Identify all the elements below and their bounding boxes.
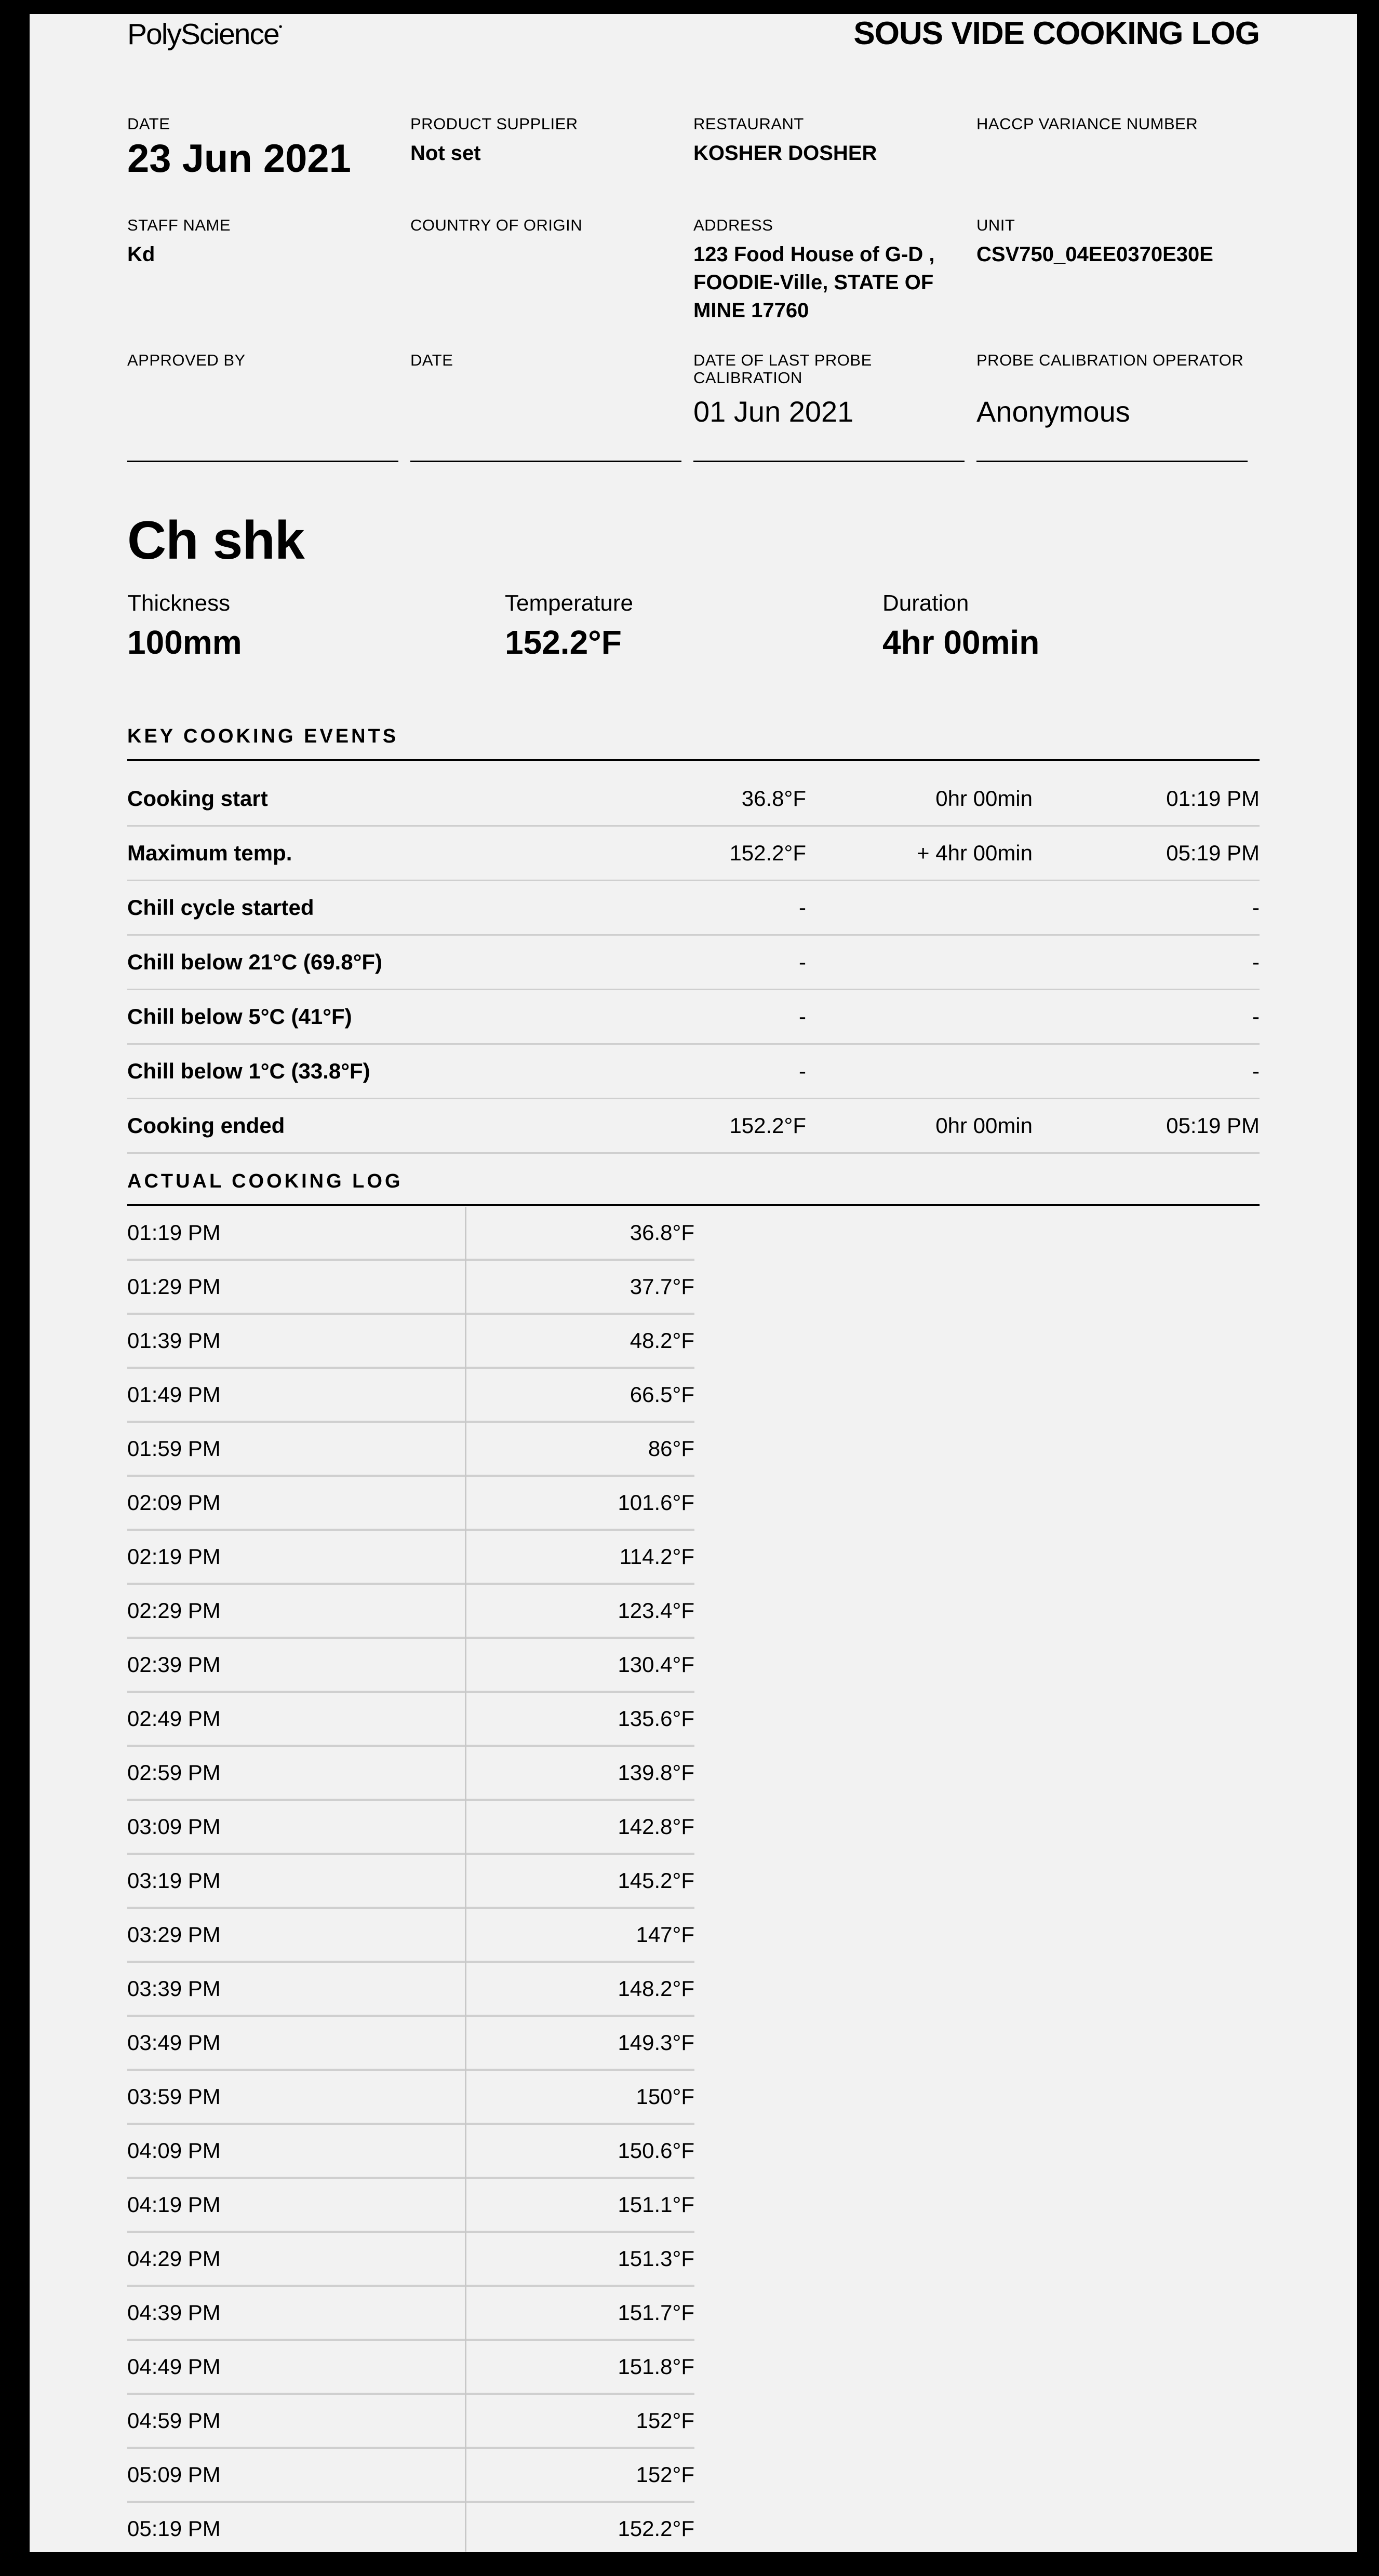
log-row <box>127 1477 694 1531</box>
event-name: Cooking start <box>127 786 268 811</box>
log-time: 03:09 PM <box>127 1814 221 1839</box>
event-time: 05:19 PM <box>1166 841 1260 865</box>
event-row <box>127 1099 1260 1154</box>
meta-unit <box>976 217 1247 268</box>
event-temperature: - <box>799 1004 806 1029</box>
event-name: Cooking ended <box>127 1113 285 1138</box>
log-row <box>127 2233 694 2287</box>
meta-calibration-operator-label: PROBE CALIBRATION OPERATOR <box>976 351 1244 369</box>
log-time: 04:09 PM <box>127 2138 221 2163</box>
log-time: 02:59 PM <box>127 1760 221 1785</box>
meta-address-label: ADDRESS <box>693 216 773 234</box>
log-row <box>127 2071 694 2125</box>
log-time: 04:29 PM <box>127 2246 221 2271</box>
log-temperature: 150.6°F <box>618 2138 694 2163</box>
log-time: 02:09 PM <box>127 1490 221 1515</box>
brand-logo <box>127 17 282 51</box>
meta-restaurant-value: KOSHER DOSHER <box>693 142 877 165</box>
log-row <box>127 1639 694 1693</box>
event-temperature: - <box>799 1059 806 1083</box>
log-row <box>127 1855 694 1909</box>
event-time: - <box>1252 895 1260 920</box>
log-time: 01:49 PM <box>127 1382 221 1407</box>
log-time: 04:59 PM <box>127 2408 221 2433</box>
event-name: Chill below 1°C (33.8°F) <box>127 1059 370 1083</box>
cooking-log-column-divider <box>465 1207 466 2552</box>
event-name: Chill cycle started <box>127 895 314 920</box>
param-duration-value: 4hr 00min <box>882 624 1040 661</box>
log-time: 03:19 PM <box>127 1868 221 1893</box>
meta-staff-label: STAFF NAME <box>127 216 231 234</box>
meta-calibration-date-value: 01 Jun 2021 <box>693 395 854 428</box>
log-time: 01:19 PM <box>127 1220 221 1245</box>
event-duration: 0hr 00min <box>935 786 1033 811</box>
meta-approval-date <box>410 352 680 375</box>
meta-date-label: DATE <box>127 115 170 133</box>
meta-calibration-operator-value: Anonymous <box>976 395 1130 428</box>
param-duration-label: Duration <box>882 590 969 616</box>
meta-origin <box>410 217 680 240</box>
log-temperature: 147°F <box>636 1922 694 1947</box>
meta-staff-value: Kd <box>127 243 155 266</box>
param-temperature-value: 152.2°F <box>505 624 622 661</box>
log-time: 04:19 PM <box>127 2192 221 2217</box>
log-time: 04:39 PM <box>127 2300 221 2325</box>
event-time: - <box>1252 950 1260 974</box>
event-row <box>127 936 1260 990</box>
log-temperature: 36.8°F <box>630 1220 694 1245</box>
event-row <box>127 827 1260 881</box>
meta-supplier-value: Not set <box>410 142 481 165</box>
signature-line-approved <box>127 461 398 462</box>
meta-approved-label: APPROVED BY <box>127 351 246 369</box>
meta-approval-date-label: DATE <box>410 351 453 369</box>
log-time: 03:59 PM <box>127 2084 221 2109</box>
meta-staff <box>127 217 397 268</box>
event-row <box>127 1045 1260 1099</box>
signature-line-date <box>410 461 681 462</box>
log-row <box>127 2449 694 2503</box>
cooking-log-title: ACTUAL COOKING LOG <box>127 1170 1260 1206</box>
log-time: 03:39 PM <box>127 1976 221 2001</box>
log-temperature: 86°F <box>648 1436 694 1461</box>
param-temperature <box>505 590 633 662</box>
log-temperature: 48.2°F <box>630 1328 694 1353</box>
event-time: 01:19 PM <box>1166 786 1260 811</box>
event-row <box>127 772 1260 827</box>
log-row <box>127 2179 694 2233</box>
log-time: 04:49 PM <box>127 2354 221 2379</box>
log-time: 03:49 PM <box>127 2030 221 2055</box>
log-row <box>127 1423 694 1477</box>
log-row <box>127 1747 694 1801</box>
meta-address-value: 123 Food House of G-D , FOODIE-Ville, STATE OF MINE 17760 <box>693 243 935 322</box>
signature-line-calibration-date <box>693 461 965 462</box>
log-row <box>127 1909 694 1963</box>
log-temperature: 149.3°F <box>618 2030 694 2055</box>
log-temperature: 151.7°F <box>618 2300 694 2325</box>
log-row <box>127 1693 694 1747</box>
log-row <box>127 1207 694 1261</box>
meta-address <box>693 217 953 325</box>
log-temperature: 135.6°F <box>618 1706 694 1731</box>
log-temperature: 123.4°F <box>618 1598 694 1623</box>
log-temperature: 139.8°F <box>618 1760 694 1785</box>
log-temperature: 150°F <box>636 2084 694 2109</box>
log-temperature: 37.7°F <box>630 1274 694 1299</box>
param-thickness-label: Thickness <box>127 590 231 616</box>
meta-approved-by <box>127 352 397 375</box>
meta-origin-label: COUNTRY OF ORIGIN <box>410 216 583 234</box>
event-temperature: 152.2°F <box>729 1113 806 1138</box>
meta-unit-value: CSV750_04EE0370E30E <box>976 243 1213 266</box>
meta-restaurant-label: RESTAURANT <box>693 115 804 133</box>
event-duration: + 4hr 00min <box>917 841 1033 865</box>
product-name: Ch shk <box>127 510 304 571</box>
event-time: 05:19 PM <box>1166 1113 1260 1138</box>
event-name: Maximum temp. <box>127 841 292 865</box>
log-row <box>127 1801 694 1855</box>
log-temperature: 145.2°F <box>618 1868 694 1893</box>
meta-haccp-label: HACCP VARIANCE NUMBER <box>976 115 1198 133</box>
param-temperature-label: Temperature <box>505 590 634 616</box>
log-page <box>30 14 1357 2552</box>
event-row <box>127 990 1260 1045</box>
log-temperature: 101.6°F <box>618 1490 694 1515</box>
meta-supplier <box>410 115 680 167</box>
log-temperature: 148.2°F <box>618 1976 694 2001</box>
log-temperature: 152°F <box>636 2408 694 2433</box>
event-temperature: - <box>799 895 806 920</box>
log-row <box>127 1963 694 2017</box>
brand-name: PolyScience <box>127 18 279 51</box>
event-duration: 0hr 00min <box>935 1113 1033 1138</box>
meta-calibration-date-label: DATE OF LAST PROBE CALIBRATION <box>693 351 872 387</box>
log-row <box>127 2125 694 2179</box>
meta-date-value: 23 Jun 2021 <box>127 137 351 181</box>
log-time: 05:09 PM <box>127 2462 221 2487</box>
log-row <box>127 1369 694 1423</box>
param-duration <box>882 590 1039 662</box>
log-row <box>127 2395 694 2449</box>
log-row <box>127 2503 694 2552</box>
event-time: - <box>1252 1059 1260 1083</box>
signature-line-operator <box>976 461 1248 462</box>
log-time: 01:29 PM <box>127 1274 221 1299</box>
key-events-title: KEY COOKING EVENTS <box>127 725 1260 761</box>
document-title: SOUS VIDE COOKING LOG <box>853 16 1260 51</box>
log-time: 02:19 PM <box>127 1544 221 1569</box>
log-time: 01:59 PM <box>127 1436 221 1461</box>
log-row <box>127 1531 694 1585</box>
event-temperature: 36.8°F <box>741 786 806 811</box>
log-temperature: 151.1°F <box>618 2192 694 2217</box>
event-temperature: - <box>799 950 806 974</box>
log-temperature: 152°F <box>636 2462 694 2487</box>
log-row <box>127 2017 694 2071</box>
log-temperature: 142.8°F <box>618 1814 694 1839</box>
event-name: Chill below 21°C (69.8°F) <box>127 950 383 974</box>
meta-date <box>127 115 397 181</box>
log-time: 05:19 PM <box>127 2516 221 2541</box>
event-temperature: 152.2°F <box>729 841 806 865</box>
log-row <box>127 1315 694 1369</box>
event-time: - <box>1252 1004 1260 1029</box>
log-temperature: 130.4°F <box>618 1652 694 1677</box>
log-time: 01:39 PM <box>127 1328 221 1353</box>
event-name: Chill below 5°C (41°F) <box>127 1004 352 1029</box>
param-thickness-value: 100mm <box>127 624 242 661</box>
log-time: 02:29 PM <box>127 1598 221 1623</box>
event-row <box>127 881 1260 936</box>
log-time: 03:29 PM <box>127 1922 221 1947</box>
log-temperature: 151.8°F <box>618 2354 694 2379</box>
key-events-table <box>127 772 1260 1154</box>
log-temperature: 152.2°F <box>618 2516 694 2541</box>
log-time: 02:39 PM <box>127 1652 221 1677</box>
log-row <box>127 2287 694 2341</box>
brand-mark: • <box>278 21 282 33</box>
meta-calibration-operator <box>976 352 1247 428</box>
meta-calibration-date <box>693 352 943 428</box>
meta-unit-label: UNIT <box>976 216 1015 234</box>
log-temperature: 151.3°F <box>618 2246 694 2271</box>
meta-restaurant <box>693 115 963 167</box>
log-temperature: 66.5°F <box>630 1382 694 1407</box>
meta-haccp <box>976 115 1247 139</box>
param-thickness <box>127 590 242 662</box>
log-temperature: 114.2°F <box>619 1544 694 1569</box>
meta-supplier-label: PRODUCT SUPPLIER <box>410 115 578 133</box>
cooking-log-table <box>127 1207 694 2552</box>
log-row <box>127 1585 694 1639</box>
log-time: 02:49 PM <box>127 1706 221 1731</box>
log-row <box>127 2341 694 2395</box>
log-row <box>127 1261 694 1315</box>
